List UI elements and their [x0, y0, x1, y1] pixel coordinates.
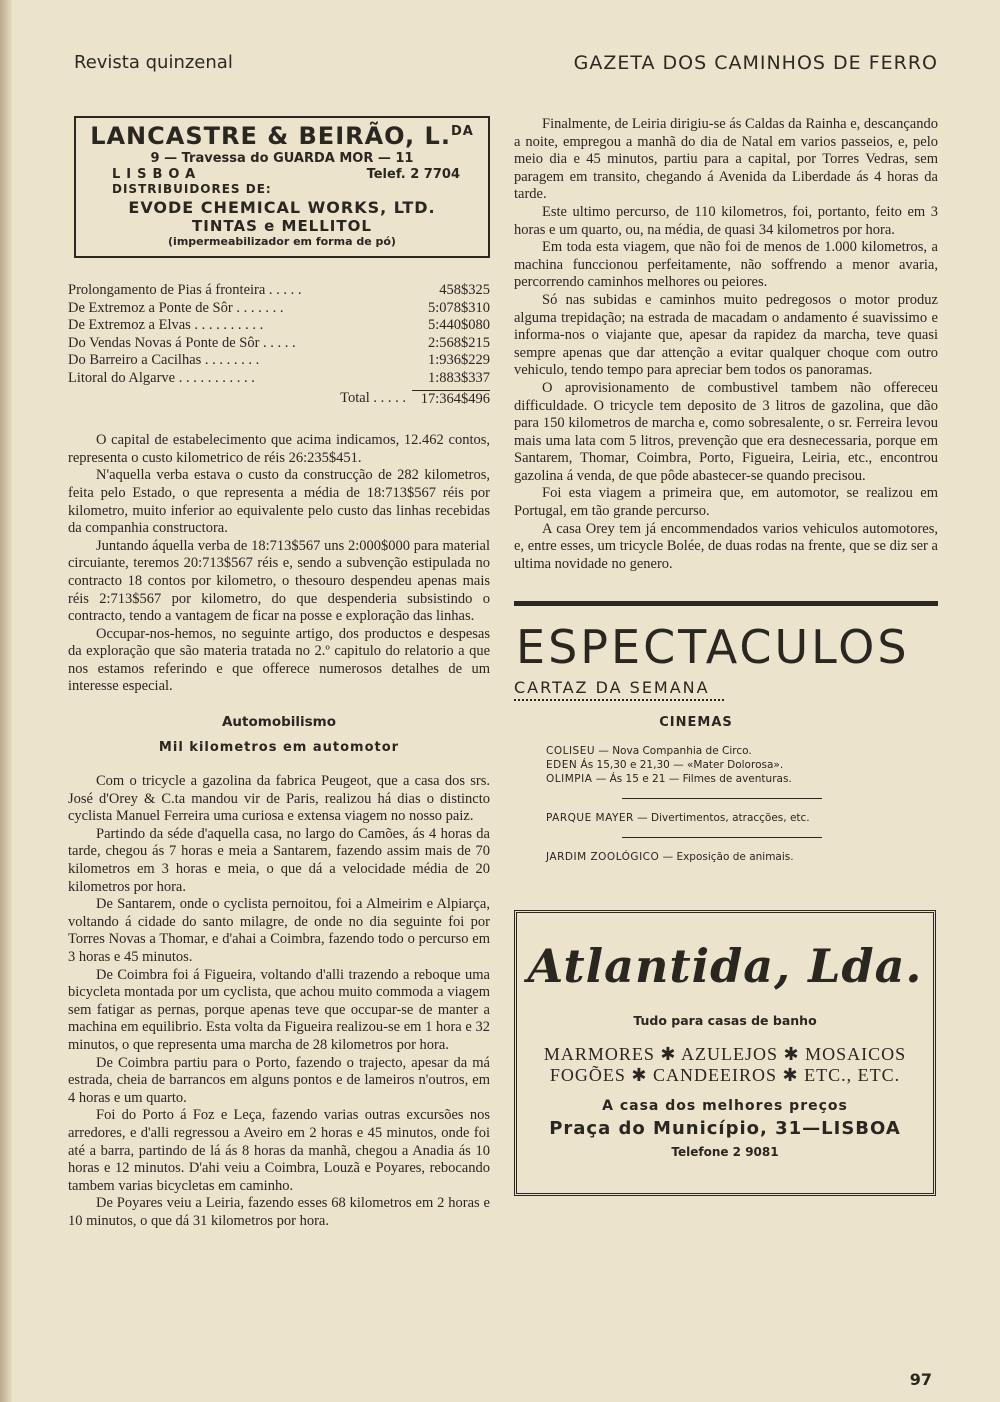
- cost-label: Litoral do Algarve . . . . . . . . . . .: [68, 369, 255, 386]
- atlantida-tagline: Tudo para casas de banho: [633, 1013, 817, 1029]
- cost-total-row: [68, 390, 490, 409]
- lancastre-advertisement: [74, 116, 490, 258]
- cinemas-heading: CINEMAS: [659, 715, 733, 731]
- venue-detail: — Ás 15 e 21 — Filmes de aventuras.: [592, 773, 792, 786]
- atlantida-address: Praça do Município, 31—LISBOA: [549, 1118, 901, 1140]
- listing-divider: [622, 837, 822, 838]
- cost-row: [68, 335, 490, 353]
- paragraph: Com o tricycle a gazolina da fabrica Peugeot, que a casa dos srs. José d'Orey & C.ta mandou vir de Paris, realizou há dias o distincto cyclista Manuel Ferreira uma curiosa e extensa viagem no nosso paiz.: [68, 773, 490, 825]
- venue-detail: — Exposição de animais.: [659, 851, 794, 864]
- paragraph: N'aquella verba estava o custo da construcção de 282 kilometros, feita pelo Estado, o que representa a média de 18:713$567 réis por kilometro, muito inferior ao equivalente pelo custo das linhas recebidas da companhia constructora.: [68, 467, 490, 537]
- ad-city-row: [76, 167, 488, 182]
- cinema-listings: [546, 744, 938, 786]
- paragraph: Finalmente, de Leiria dirigiu-se ás Caldas da Rainha e, descançando a noite, empregou a manhã do dia de Natal em varios passeios, e, pelo meio dia e 45 minutos, partiu para a capital, por Torres Vedras, sem paragem em transito, chegando á Avenida da Liberdade ás 4 horas da tarde.: [514, 116, 938, 203]
- listing-item: [546, 758, 938, 772]
- cartaz-heading: CARTAZ DA SEMANA: [514, 678, 710, 698]
- jardim-listing: [546, 850, 938, 864]
- header-right: GAZETA DOS CAMINHOS DE FERRO: [573, 52, 938, 74]
- article-continuation: [68, 432, 490, 696]
- ad-firm-name: LANCASTRE & BEIRÃO, L.$^{DA}$: [90, 122, 474, 150]
- cost-label: Do Barreiro a Cacilhas . . . . . . . .: [68, 352, 260, 369]
- parque-listing: [546, 811, 938, 825]
- listing-item: [546, 744, 938, 758]
- cost-label: Do Vendas Novas á Ponte de Sôr . . . . .: [68, 334, 296, 351]
- cost-label: Prolongamento de Pias á fronteira . . . . .: [68, 282, 302, 298]
- paragraph: Em toda esta viagem, que não foi de menos de 1.000 kilometros, a machina funccionou perfeitamente, não soffrendo a menor avaria, percorrendo caminhos melhores ou peiores.: [514, 239, 938, 291]
- paragraph: O capital de estabelecimento que acima indicamos, 12.462 contos, representa o custo kilometrico de réis 26:235$451.: [68, 432, 490, 466]
- venue-name: OLIMPIA: [546, 773, 593, 786]
- cost-value: 5:440$080: [427, 317, 490, 334]
- page-number: 97: [909, 1370, 932, 1389]
- ad-phone: Telef. 2 7704: [366, 167, 460, 182]
- ad-note: (impermeabilizador em forma de pó): [168, 235, 396, 248]
- paragraph: A casa Orey tem já encommendados varios vehiculos automotores, e, entre esses, um tricycle Bolée, de duas rodas na frente, que se diz ser a ultima novidade no genero.: [514, 520, 938, 572]
- paragraph: De Coimbra partiu para o Porto, fazendo o trajecto, apesar da má estrada, cheia de barrancos em alguns pontos e de lameiros n'outros, em 4 horas e um quarto.: [68, 1054, 490, 1106]
- page-edge: [0, 0, 12, 1402]
- cost-row: [68, 300, 490, 318]
- right-column: [514, 116, 938, 1196]
- automobilismo-article: [68, 773, 490, 1230]
- espectaculos-title: ESPECTACULOS: [516, 620, 910, 675]
- atlantida-products-line2: FOGÕES ✱ CANDEEIROS ✱ ETC., ETC.: [549, 1065, 901, 1086]
- ad-company: EVODE CHEMICAL WORKS, LTD.: [128, 198, 436, 217]
- cost-value: 1:883$337: [427, 369, 490, 386]
- atlantida-products-line1: MARMORES ✱ AZULEJOS ✱ MOSAICOS: [543, 1044, 907, 1065]
- listing-divider: [622, 798, 822, 799]
- section-title: Automobilismo: [221, 714, 337, 731]
- cost-label: De Extremoz a Elvas . . . . . . . . . .: [68, 317, 264, 334]
- ad-city: LISBOA: [112, 167, 202, 182]
- paragraph: De Coimbra foi á Figueira, voltando d'alli trazendo a reboque uma bicycleta montada por um cyclista, que achou muito commoda a viagem sem fatigar as pernas, porque apenas teve que occupar-se de manter a machina em equilibrio. Esta volta da Figueira realizou-se em 1 hora e 32 minutos, o que representa uma marcha de 28 kilometros por hora.: [68, 966, 490, 1053]
- venue-name: PARQUE MAYER: [546, 812, 634, 825]
- paragraph: Só nas subidas e caminhos muito pedregosos o motor produz alguma trepidação; na estrada de macadam o andamento é suavissimo e informa-nos o viajante que, apesar da rapidez da marcha, teve quasi sempre apenas que dar attenção a evitar qualquer choque com outro vehiculo, tendo tempo para apreciar bem todos os panoramas.: [514, 291, 938, 379]
- venue-name: COLISEU: [546, 745, 596, 758]
- section-subtitle: Mil kilometros em automotor: [158, 740, 400, 756]
- cost-value: 2:568$215: [427, 334, 490, 351]
- cost-row: [68, 317, 490, 335]
- cost-value: 1:936$229: [427, 352, 490, 369]
- paragraph: Foi do Porto á Foz e Leça, fazendo varias outras excursões nos arredores, e d'alli regressou a Aveiro em 2 horas e 45 minutos, onde foi até a barra, partindo de lá ás 8 horas da manhã, chegou a Anadia ás 10 horas e 12 minutos. D'ahi veiu a Coimbra, Louzã e Poyares, rebocando tambem varias bicycletas em caminho.: [68, 1107, 490, 1194]
- cost-row: [68, 370, 490, 388]
- venue-detail: — Nova Companhia de Circo.: [595, 745, 752, 758]
- venue-detail: Ás 15,30 e 21,30 — «Mater Dolorosa».: [577, 759, 784, 772]
- paragraph: O aprovisionamento de combustivel tambem não offereceu difficuldade. O tricycle tem deposito de 3 litros de gazolina, que dão para 150 kilometros de marcha e, como sobresalente, o sr. Ferreira levou mais uma lata com 5 litros, prevenção que era desnecessaria, porque em Santarem, Thomar, Coimbra, Porto, Figueira, Leiria, etc., encontrou gazolina á venda, de que pôde abastecer-se quando precisou.: [514, 379, 938, 484]
- automobilismo-article-continued: [514, 116, 938, 573]
- cost-value: 458$325: [439, 282, 490, 298]
- venue-name: EDEN: [546, 759, 578, 772]
- cost-total-value: 17:364$496: [412, 390, 490, 409]
- section-divider: [514, 601, 938, 606]
- venue-name: JARDIM ZOOLÓGICO: [546, 851, 660, 864]
- cost-total-label: Total . . . . .: [340, 389, 406, 406]
- ad-address: 9 — Travessa do GUARDA MOR — 11: [150, 151, 414, 166]
- left-column: [68, 116, 490, 1231]
- atlantida-advertisement: [514, 910, 936, 1196]
- atlantida-phone: Telefone 2 9081: [671, 1145, 779, 1160]
- listing-item: [546, 772, 938, 786]
- cost-row: [68, 282, 490, 300]
- paragraph: De Poyares veiu a Leiria, fazendo esses 68 kilometros em 2 horas e 10 minutos, o que dá 31 kilometros por hora.: [68, 1195, 490, 1229]
- venue-detail: — Divertimentos, atracções, etc.: [633, 812, 810, 825]
- cost-table: [68, 282, 490, 408]
- cost-value: 5:078$310: [427, 299, 490, 316]
- atlantida-slogan: A casa dos melhores preços: [602, 1098, 848, 1115]
- atlantida-logo: Atlantida, Lda.: [527, 939, 923, 994]
- cost-label: De Extremoz a Ponte de Sôr . . . . . . .: [68, 299, 284, 316]
- header-left: Revista quinzenal: [74, 52, 233, 73]
- paragraph: Este ultimo percurso, de 110 kilometros, foi, portanto, feito em 3 horas e um quarto, ou, na média, de quasi 34 kilometros por hora.: [514, 203, 938, 238]
- cost-row: [68, 352, 490, 370]
- paragraph: Occupar-nos-hemos, no seguinte artigo, dos productos e despesas da exploração que são materia tratada no 2.º capitulo do relatorio a que nos estamos referindo e que offerece numerosos detalhes de um interesse especial.: [68, 625, 490, 695]
- paragraph: Foi esta viagem a primeira que, em automotor, se realizou em Portugal, em tão grande percurso.: [514, 485, 938, 520]
- paragraph: Juntando áquella verba de 18:713$567 uns 2:000$000 para material circuiante, teremos 20:713$567 réis e, sendo a subvenção estipulada no contracto 18 contos por kilometro, o thesouro despendeu apenas mais réis 2:713$567 por kilometro, do que despenderia subsistindo o contracto, tendo a vantagem de ficar na posse e exploração das linhas.: [68, 537, 490, 625]
- paragraph: Partindo da séde d'aquella casa, no largo do Camões, ás 4 horas da tarde, chegou ás 7 horas e meia a Santarem, fazendo assim mais de 70 kilometros em 3 horas e meia, o que dá a velocidade média de 20 kilometros por hora.: [68, 825, 490, 895]
- ad-products: TINTAS e MELLITOL: [192, 217, 372, 235]
- paragraph: De Santarem, onde o cyclista pernoitou, foi a Almeirim e Alpiarça, voltando á cidade do santo milagre, de onde no dia seguinte foi por Torres Novas a Thomar, e d'ahai a Coimbra, fazendo todo o percurso em 3 horas e 45 minutos.: [68, 896, 490, 965]
- ad-distributors: DISTRIBUIDORES DE:: [112, 182, 272, 196]
- cartaz-underline: [514, 699, 724, 701]
